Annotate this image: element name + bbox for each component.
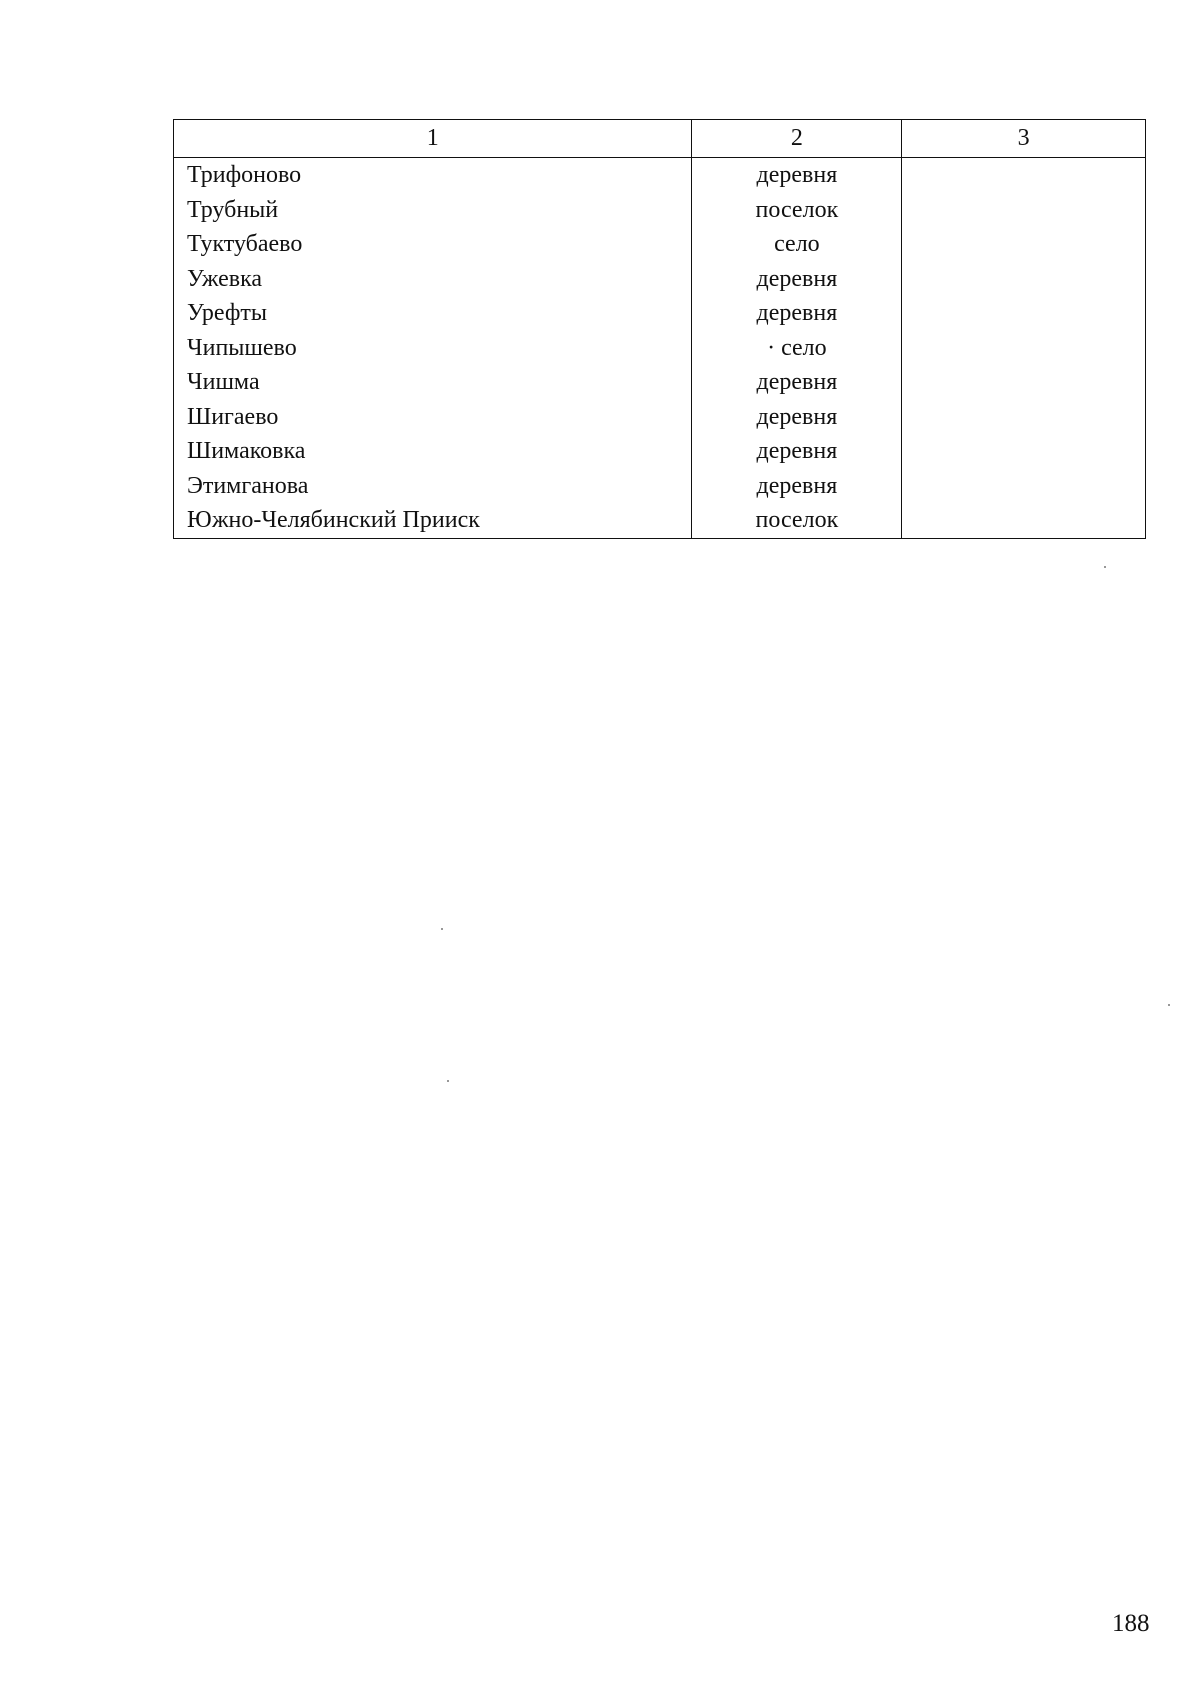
- table-row: [174, 158, 1146, 193]
- settlement-name: Туктубаево: [174, 227, 692, 262]
- settlement-name: Ужевка: [174, 262, 692, 297]
- settlement-note: [902, 400, 1146, 435]
- settlement-type: деревня: [692, 296, 902, 331]
- settlement-note: [902, 434, 1146, 469]
- settlement-note: [902, 193, 1146, 228]
- table-row: [174, 227, 1146, 262]
- table-row: [174, 469, 1146, 504]
- table-header: [174, 120, 1146, 158]
- scan-speck: [441, 928, 443, 930]
- header-row: [174, 120, 1146, 158]
- settlement-type: деревня: [692, 158, 902, 193]
- settlement-name: Чишма: [174, 365, 692, 400]
- settlement-type: село: [692, 227, 902, 262]
- settlement-type: деревня: [692, 262, 902, 297]
- settlement-name: Урефты: [174, 296, 692, 331]
- settlement-name: Южно-Челябинский Прииск: [174, 503, 692, 538]
- settlement-note: [902, 262, 1146, 297]
- settlement-note: [902, 227, 1146, 262]
- settlement-note: [902, 296, 1146, 331]
- settlement-type: деревня: [692, 365, 902, 400]
- settlement-name: Трифоново: [174, 158, 692, 193]
- settlement-type: деревня: [692, 434, 902, 469]
- settlement-name: Шимаковка: [174, 434, 692, 469]
- settlement-name: Шигаево: [174, 400, 692, 435]
- settlement-name: Чипышево: [174, 331, 692, 366]
- settlement-type: поселок: [692, 503, 902, 538]
- settlement-type: поселок: [692, 193, 902, 228]
- table-row: [174, 331, 1146, 366]
- settlement-type: деревня: [692, 469, 902, 504]
- settlement-note: [902, 469, 1146, 504]
- table-row: [174, 400, 1146, 435]
- table-row: [174, 262, 1146, 297]
- table-row: [174, 296, 1146, 331]
- scan-speck: [1104, 566, 1106, 568]
- table-body: [174, 158, 1146, 539]
- settlement-note: [902, 365, 1146, 400]
- scan-speck: [1168, 1004, 1170, 1006]
- settlement-name: Трубный: [174, 193, 692, 228]
- settlement-note: [902, 503, 1146, 538]
- column-header-3: 3: [902, 120, 1146, 158]
- settlements-table: [173, 119, 1146, 539]
- settlement-note: [902, 158, 1146, 193]
- page-number: 188: [1112, 1610, 1150, 1637]
- scan-speck: [447, 1080, 449, 1082]
- column-header-2: 2: [692, 120, 902, 158]
- settlement-type: · село: [692, 331, 902, 366]
- table-row: [174, 434, 1146, 469]
- table-row: [174, 365, 1146, 400]
- settlement-name: Этимганова: [174, 469, 692, 504]
- table-row: [174, 193, 1146, 228]
- table-row: [174, 503, 1146, 538]
- settlement-note: [902, 331, 1146, 366]
- settlement-type: деревня: [692, 400, 902, 435]
- column-header-1: 1: [174, 120, 692, 158]
